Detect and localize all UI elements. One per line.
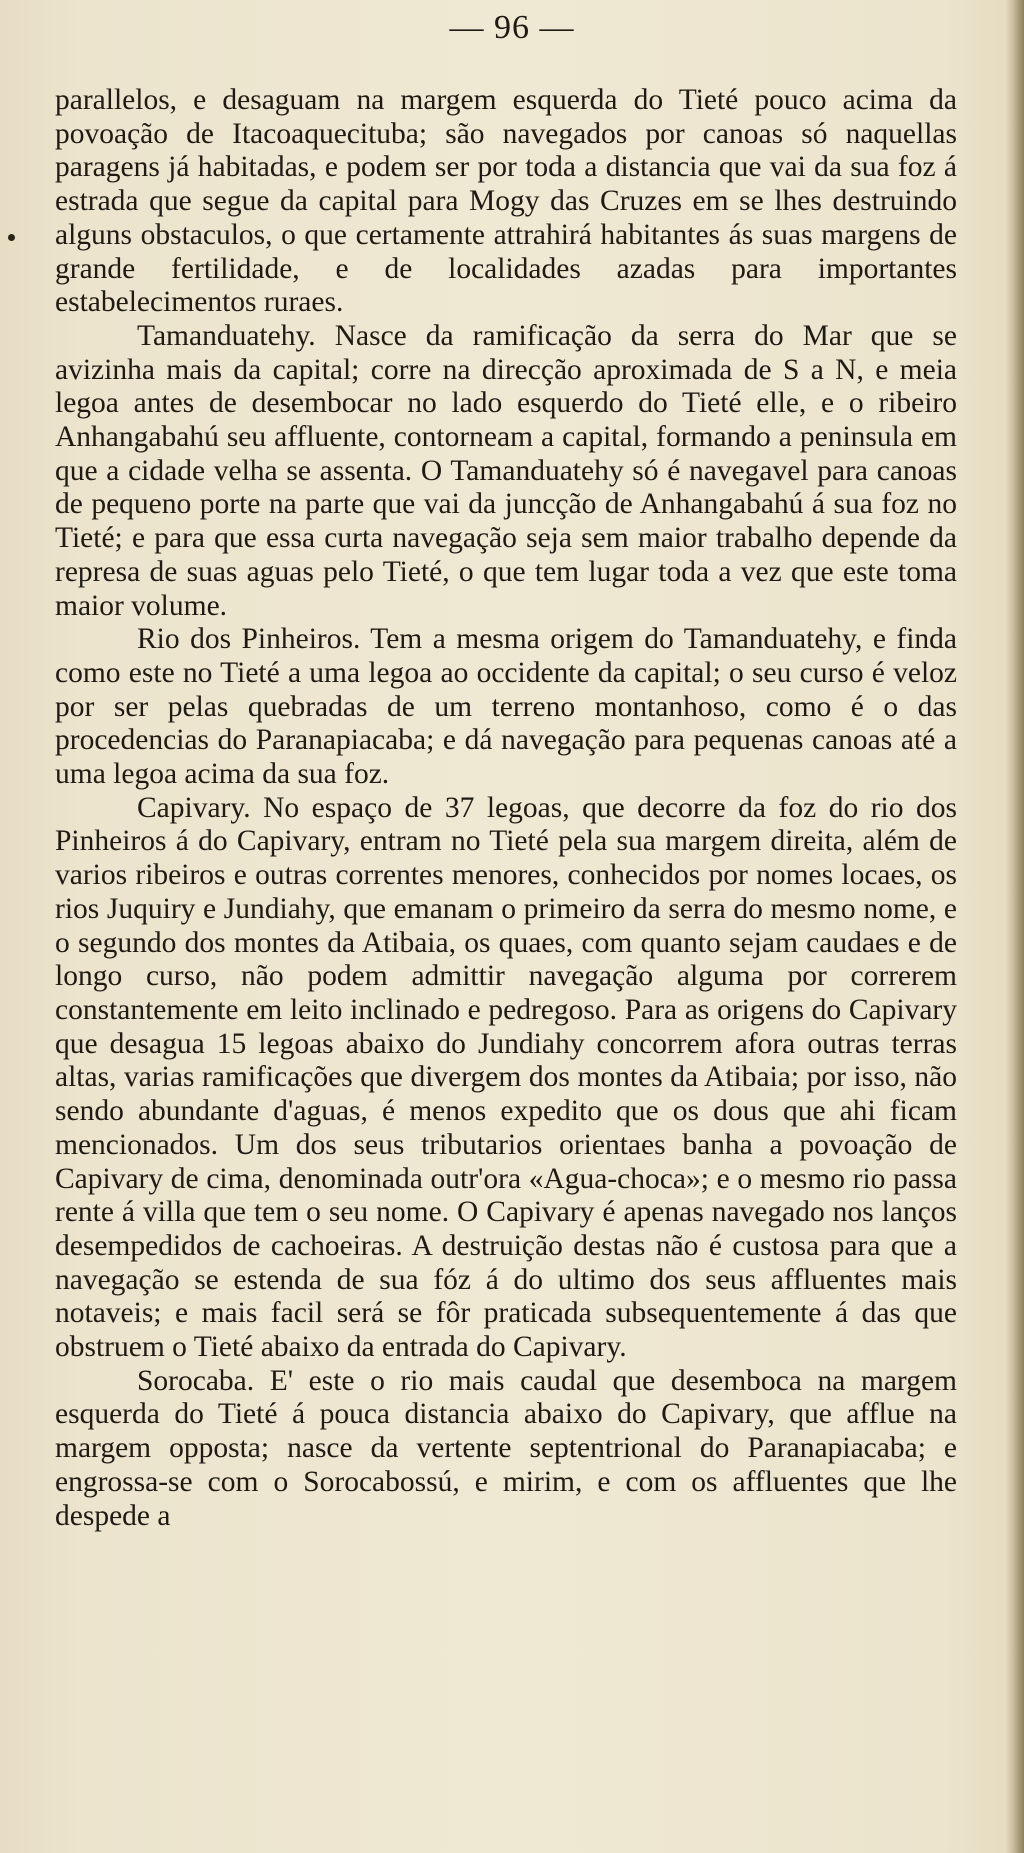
paragraph-capivary: Capivary. No espaço de 37 legoas, que decorre da foz do rio dos Pinheiros á do Capivary, entram no Tieté pela sua margem direita, além de varios ribeiros e outras correntes menores, conhecidos por nomes locaes, os rios Juquiry e Jundiahy, que emanam o primeiro da serra do mesmo nome, e o segundo dos montes da Atibaia, os quaes, com quanto sejam caudaes e de longo curso, não podem admittir navegação alguma por correrem constantemente em leito inclinado e pedregoso. Para as origens do Capivary que desagua 15 legoas abaixo do Jundiahy concorrem afora outras terras altas, varias ramificações que divergem dos montes da Atibaia; por isso, não sendo abundante d'aguas, é menos expedito que os dous que ahi ficam mencionados. Um dos seus tributarios orientaes banha a povoação de Capivary de cima, denominada outr'ora «Agua-choca»; e o mesmo rio passa rente á villa que tem o seu nome. O Capivary é apenas navegado nos lanços desempedidos de cachoeiras. A destruição destas não é custosa para que a navegação se estenda de sua fóz á do ultimo dos seus affluentes mais notaveis; e mais facil será se fôr praticada subsequentemente á das que obstruem o Tieté abaixo da entrada do Capivary. bbox=[55, 791, 957, 1364]
paragraph-rio-dos-pinheiros: Rio dos Pinheiros. Tem a mesma origem do Tamanduatehy, e finda como este no Tieté a uma legoa ao occidente da capital; o seu curso é veloz por ser pelas quebradas de um terreno montanhoso, como é o das procedencias do Paranapiacaba; e dá navegação para pequenas canoas até a uma legoa acima da sua foz. bbox=[55, 623, 957, 791]
paragraph-sorocaba: Sorocaba. E' este o rio mais caudal que desemboca na margem esquerda do Tieté á pouca distancia abaixo do Capivary, que afflue na margem opposta; nasce da vertente septentrional do Paranapiacaba; e engrossa-se com o Sorocabossú, e mirim, e com os affluentes que lhe despede a bbox=[55, 1364, 957, 1532]
paragraph-1: parallelos, e desaguam na margem esquerda do Tieté pouco acima da povoação de Itacoaquecituba; são navegados por canoas só naquellas paragens já habitadas, e podem ser por toda a distancia que vai da sua foz á estrada que segue da capital para Mogy das Cruzes em se lhes destruindo alguns obstaculos, o que certamente attrahirá habitantes ás suas margens de grande fertilidade, e de localidades azadas para importantes estabelecimentos ruraes. bbox=[55, 84, 957, 319]
body-text bbox=[55, 84, 957, 1533]
paragraph-tamanduatehy: Tamanduatehy. Nasce da ramificação da serra do Mar que se avizinha mais da capital; corre na direcção aproximada de S a N, e meia legoa antes de desembocar no lado esquerdo do Tieté elle, e o ribeiro Anhangabahú seu affluente, contorneam a capital, formando a peninsula em que a cidade velha se assenta. O Tamanduatehy só é navegavel para canoas de pequeno porte na parte que vai da juncção de Anhangabahú á sua foz no Tieté; e para que essa curta navegação seja sem maior trabalho depende da represa de suas aguas pelo Tieté, o que tem lugar toda a vez que este toma maior volume. bbox=[55, 319, 957, 622]
page-edge-shadow bbox=[1006, 0, 1024, 1853]
margin-mark bbox=[8, 234, 15, 241]
page-number: — 96 — bbox=[449, 9, 575, 46]
